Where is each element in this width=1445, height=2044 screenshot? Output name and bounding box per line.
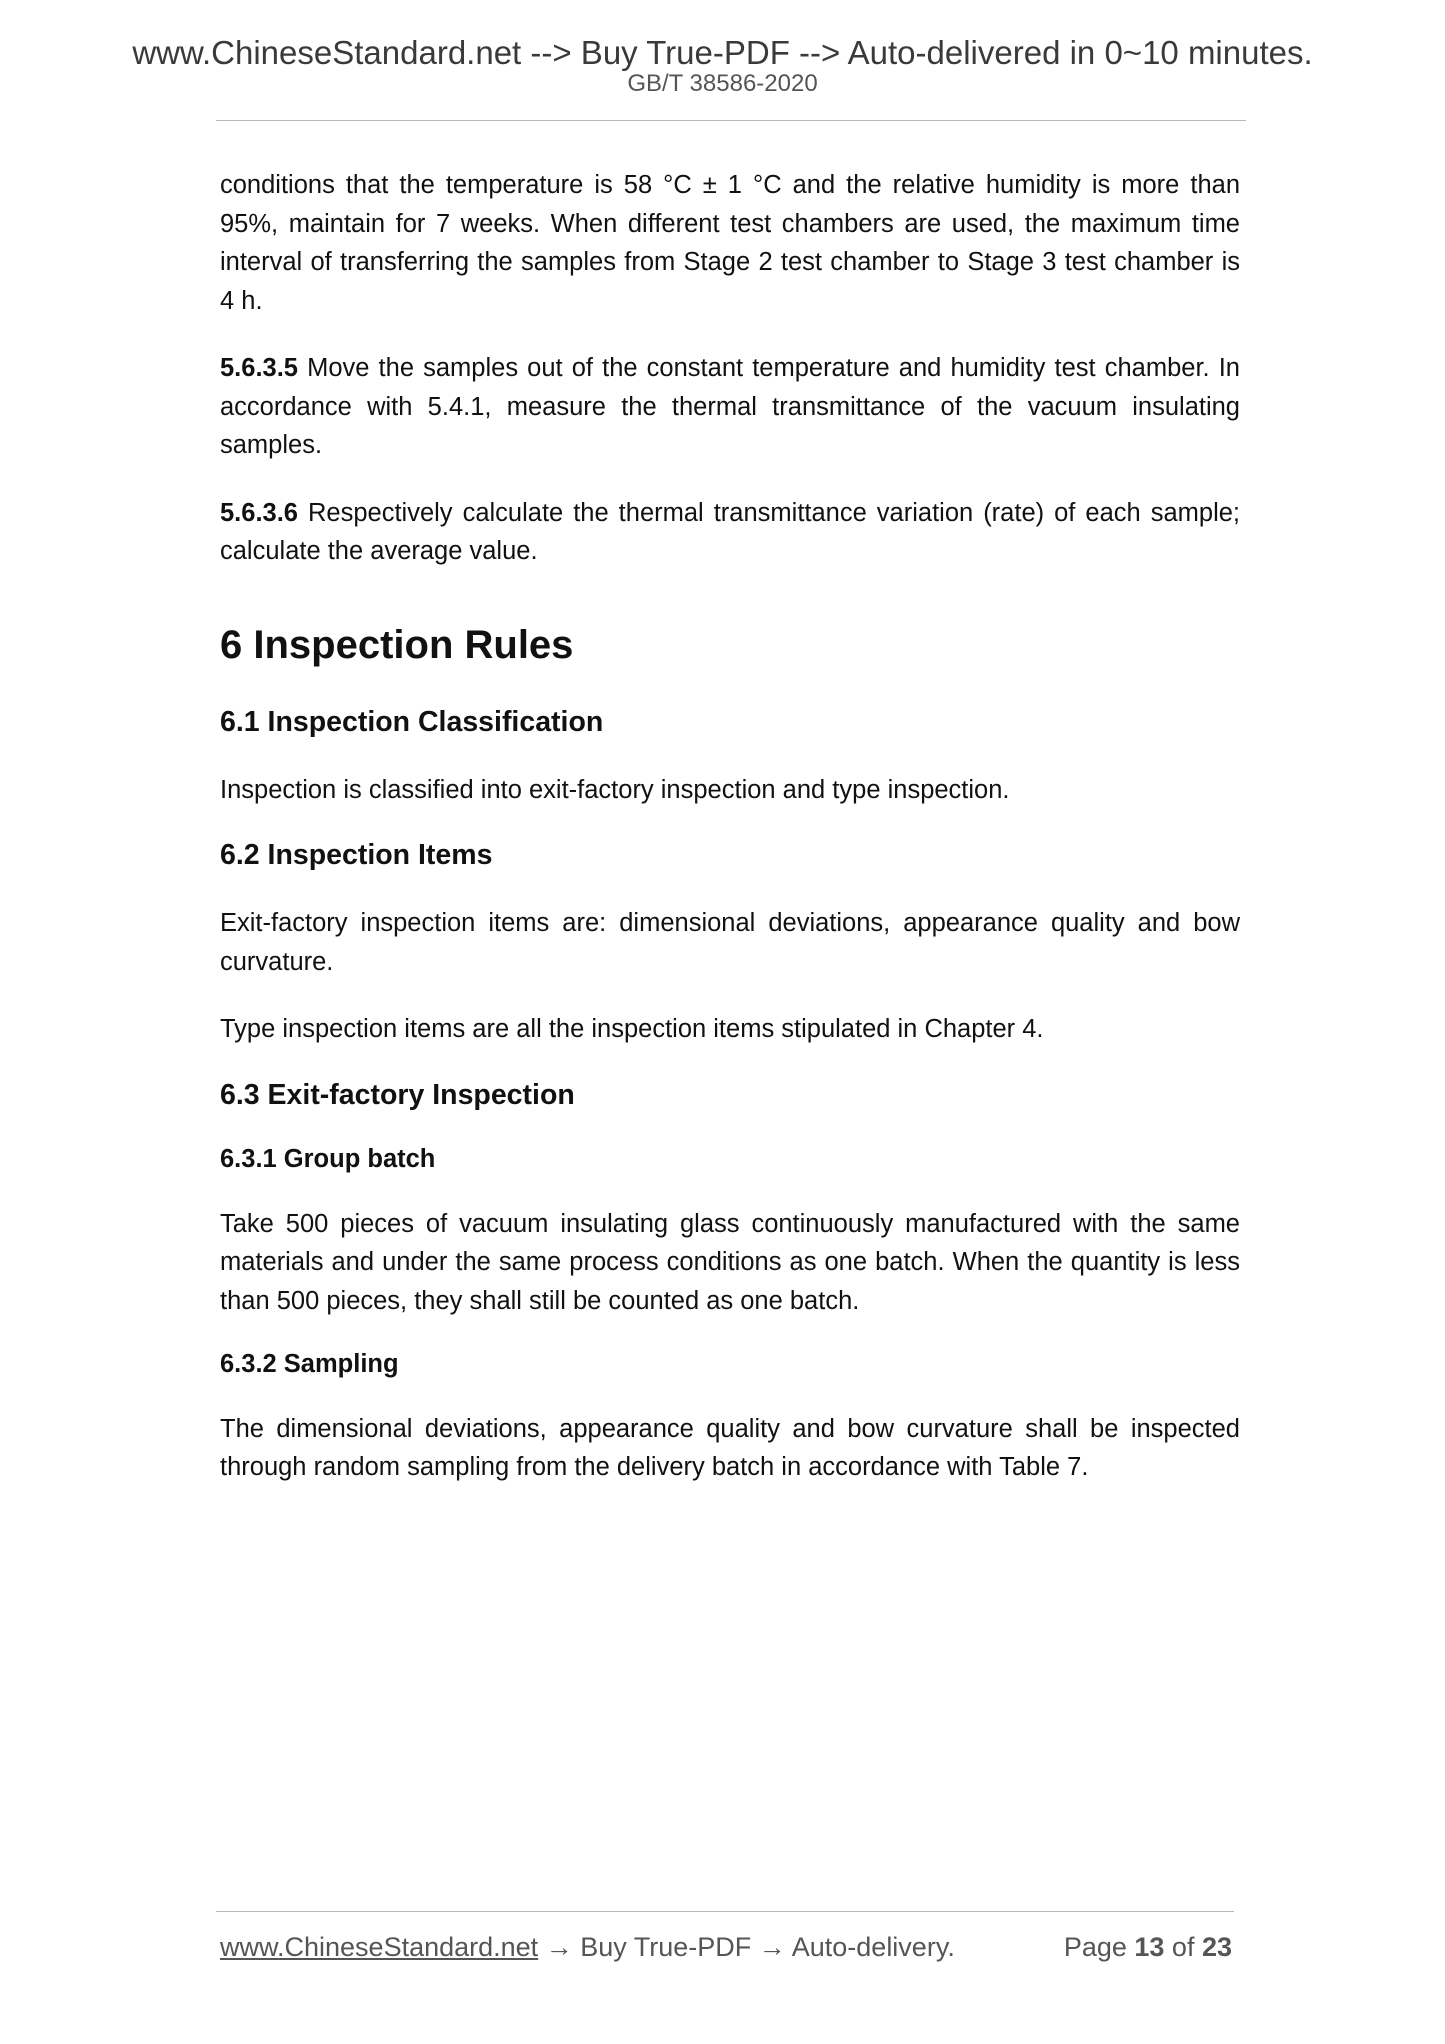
page-footer [220,1932,1232,1963]
clause-5-6-3-5 [220,349,1240,465]
paragraph-continuation: conditions that the temperature is 58 °C ± 1 °C and the relative humidity is more than 95%, maintain for 7 weeks. When different test chambers are used, the maximum time interval of transferring the samples from Stage 2 test chamber to Stage 3 test chamber is 4 h. [220,171,1240,315]
paragraph-6-3-2: The dimensional deviations, appearance quality and bow curvature shall be inspected through random sampling from the delivery batch in accordance with Table 7. [220,1414,1240,1482]
clause-number: 5.6.3.6 [220,498,298,527]
section-heading-6-1: 6.1 Inspection Classification [220,705,604,738]
clause-number: 5.6.3.5 [220,354,298,382]
paragraph-6-1: Inspection is classified into exit-factory inspection and type inspection. [220,775,1010,804]
paragraph-6-2-b: Type inspection items are all the inspection items stipulated in Chapter 4. [220,1015,1044,1044]
footer-divider [216,1911,1234,1912]
page-label: Page [1063,1932,1135,1962]
header-divider [216,120,1246,121]
paragraph-6-2-a: Exit-factory inspection items are: dimensional deviations, appearance quality and bow curvature. [220,909,1240,976]
section-heading-6: 6 Inspection Rules [220,622,574,667]
section-heading-6-3-2: 6.3.2 Sampling [220,1350,399,1379]
document-id: GB/T 38586-2020 [627,70,818,97]
page-total: 23 [1201,1932,1232,1962]
footer-tagline: → Buy True-PDF → Auto-delivery. [538,1932,955,1962]
of-label: of [1164,1932,1202,1962]
clause-5-6-3-6 [220,494,1240,571]
section-heading-6-3: 6.3 Exit-factory Inspection [220,1078,575,1111]
section-heading-6-3-1: 6.3.1 Group batch [220,1145,436,1174]
footer-site-link[interactable]: www.ChineseStandard.net [220,1932,539,1962]
site-banner: www.ChineseStandard.net --> Buy True-PDF --> Auto-delivered in 0~10 minutes. [132,34,1313,71]
section-heading-6-2: 6.2 Inspection Items [220,839,493,872]
page-content [220,166,1240,1516]
clause-text: Move the samples out of the constant temperature and humidity test chamber. In accordance with 5.4.1, measure the thermal transmittance of the vacuum insulating samples. [220,354,1240,459]
clause-text: Respectively calculate the thermal transmittance variation (rate) of each sample; calculate the average value. [220,498,1240,565]
paragraph-6-3-1: Take 500 pieces of vacuum insulating glass continuously manufactured with the same materials and under the same process conditions as one batch. When the quantity is less than 500 pieces, they shall still be counted as one batch. [220,1209,1240,1315]
page-number [1064,1932,1232,1963]
page-current: 13 [1134,1932,1165,1962]
